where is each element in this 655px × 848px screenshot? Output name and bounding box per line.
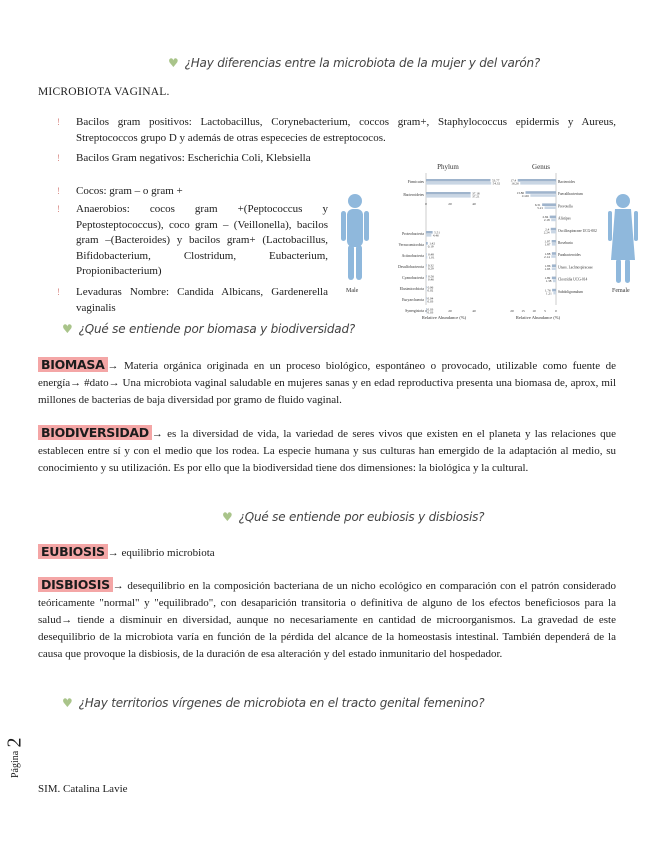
- genus-label: Parabacteroides: [558, 253, 581, 258]
- phylum-value-female: 0.03: [427, 310, 434, 315]
- genus-label: Roseburia: [558, 241, 573, 245]
- phylum-bar-male: [426, 192, 471, 195]
- genus-xlabel: Relative Abundance (%): [515, 315, 561, 320]
- bullet-icon: !: [57, 287, 60, 297]
- phylum-tick: 20: [448, 202, 452, 206]
- phylum-label: Elusimicrobiota: [399, 287, 424, 291]
- genus-bar-male: [552, 264, 556, 267]
- phylum-value-male: 5.51: [434, 230, 440, 235]
- eubiosis-text: → equilibrio microbiota: [107, 547, 215, 559]
- genus-value-female: 11.66: [521, 193, 529, 198]
- genus-value-female: 1.87: [544, 242, 551, 247]
- biodiversidad-term: BIODIVERSIDAD: [38, 425, 152, 440]
- phylum-label: Proteobacteria: [402, 232, 424, 236]
- genus-value-female: 1.38: [545, 279, 552, 284]
- genus-value-male: 1.88: [544, 251, 551, 256]
- genus-label: Clostridia UCG-014: [558, 277, 588, 282]
- genus-value-female: 1.93: [544, 267, 551, 271]
- genus-label: Subdoligranulum: [558, 289, 583, 294]
- question-4-text: ¿Hay territorios vírgenes de microbiota en el tracto genital femenino?: [78, 696, 485, 710]
- genus-value-female: 5.21: [537, 206, 544, 210]
- phylum-bar-female: [426, 256, 427, 259]
- genus-value-male: 2.84: [542, 215, 549, 220]
- phylum-label: Bacteroidetes: [403, 193, 424, 197]
- heart-icon: ♥: [62, 696, 73, 710]
- section-title: MICROBIOTA VAGINAL.: [38, 86, 170, 98]
- list-item: [57, 115, 616, 146]
- phylum-bar-female: [426, 267, 427, 270]
- male-label: Male: [346, 288, 359, 294]
- list-item: [57, 151, 328, 167]
- phylum-value-male: 37.18: [472, 191, 480, 196]
- genus-bar-female: [545, 206, 556, 209]
- question-1: [168, 56, 540, 70]
- page-number-value: 2: [3, 737, 26, 748]
- genus-bar-female: [552, 267, 556, 270]
- phylum-value-male: 1.42: [429, 241, 435, 246]
- genus-value-male: 1.76: [544, 288, 551, 293]
- genus-label: Oscillospiraceae UCG-002: [558, 228, 597, 233]
- genus-bar-male: [552, 240, 556, 243]
- genus-label: Unass. Lachnospiraceae: [558, 265, 593, 270]
- question-2-text: ¿Qué se entiende por biomasa y biodiversidad?: [78, 322, 356, 336]
- male-silhouette-icon: [341, 194, 369, 280]
- footer-author: SIM. Catalina Lavie: [38, 783, 128, 795]
- phylum-label: Desulfobacterota: [398, 265, 424, 269]
- phylum-value-female: 37.21: [472, 194, 480, 199]
- phylum-bar-female: [426, 278, 427, 281]
- genus-value-female: 1.21: [546, 291, 552, 296]
- genus-bar-female: [551, 219, 556, 222]
- question-3-text: ¿Qué se entiende por eubiosis y disbiosis?: [238, 510, 485, 524]
- genus-bar-male: [542, 203, 556, 206]
- genus-label: Prevotella: [558, 204, 573, 209]
- phylum-tick-bottom: 40: [472, 309, 476, 313]
- phylum-label: Verrucomicrobia: [398, 243, 424, 247]
- genus-tick: 0: [555, 309, 557, 313]
- genus-label: Alistipes: [558, 216, 571, 221]
- genus-bar-female: [551, 231, 556, 234]
- biodiversidad-text: → es la diversidad de vida, la variedad de seres vivos que existen en el planeta y las relaciones que establecen entre sí y con el medio que los rodea. La especie humana y sus culturas han emergido de la adaptación al medio, su conocimiento y su utilización. Es por ello que la biodiversidad tiene dos dimensiones: la biológica y la cultural.: [38, 428, 616, 474]
- bullet-icon: !: [57, 153, 60, 163]
- phylum-label: Firmicutes: [407, 180, 424, 184]
- disbiosis-term: DISBIOSIS: [38, 577, 113, 592]
- question-4: [62, 696, 484, 710]
- genus-bar-male: [552, 289, 556, 292]
- question-3: [222, 510, 484, 524]
- list-item: [57, 202, 328, 280]
- genus-value-female: 16.26: [511, 181, 519, 186]
- genus-bar-male: [518, 179, 556, 182]
- phylum-value-male: 0.48: [428, 252, 434, 257]
- phylum-label: Synergistota: [405, 309, 424, 313]
- heart-icon: ♥: [168, 56, 179, 70]
- phylum-bar-male: [426, 275, 427, 278]
- genus-value-male: 2.4: [545, 227, 550, 232]
- phylum-bar-female: [426, 245, 427, 248]
- genus-bar-male: [552, 252, 556, 255]
- biodiversidad-paragraph: [38, 424, 616, 477]
- list-item-text: Bacilos Gram negativos: Escherichia Coli, Klebsiella: [76, 152, 311, 164]
- disbiosis-text: → desequilibrio en la composición bacteriana de un nicho ecológico en comparación con el patrón considerado teóricamente "normal" y "equilibrado", con desaparición transitoria o definitiva de alguno de los efectos beneficiosos para la salud→ tiende a disminuir en diversidad, aunque no necesariamente en cantidad de microorganismos. La gravedad de este desequilibrio de la microbiota varía en función de la pérdida del alcance de la homeostasis intestinal. También dependerá de la causa que provoque la disbiosis, de la duración de esa alteración y del estado inmunitario del hospedador.: [38, 580, 616, 660]
- biomasa-paragraph: [38, 356, 616, 409]
- genus-value-male: 6.31: [534, 203, 541, 207]
- genus-value-male: 17.4: [510, 178, 517, 183]
- genus-bar-male: [550, 216, 556, 219]
- phylum-value-male: 0.56: [428, 274, 434, 279]
- list-item-text: Bacilos gram positivos: Lactobacillus, Corynebacterium, coccos gram+, Staphylococcus epidermis y Aureus, Streptococcos grupo D y además de otras espececies de estreptococos.: [76, 116, 616, 144]
- genus-bar-female: [551, 255, 556, 258]
- genus-tick: 20: [510, 309, 514, 313]
- phylum-tick-bottom: 0: [425, 309, 427, 313]
- genus-value-male: 1.97: [544, 239, 551, 244]
- female-label: Female: [612, 288, 630, 294]
- eubiosis-term: EUBIOSIS: [38, 544, 108, 559]
- list-item-text: Levaduras Nombre: Candida Albicans, Gardenerella vaginalis: [76, 286, 328, 314]
- genus-bar-female: [553, 292, 556, 295]
- phylum-value-female: 0.19: [427, 244, 434, 249]
- heart-icon: ♥: [62, 322, 73, 336]
- genus-bar-female: [552, 243, 556, 246]
- heart-icon: ♥: [222, 510, 233, 524]
- phylum-tick: 0: [425, 202, 427, 206]
- genus-bar-female: [520, 182, 556, 185]
- list-item-text: Cocos: gram – o gram +: [76, 185, 183, 197]
- phylum-value-male: 0.03: [427, 307, 434, 312]
- genus-title: Genus: [532, 163, 550, 171]
- genus-bar-male: [551, 228, 556, 231]
- phylum-value-male: 53.77: [492, 178, 500, 183]
- phylum-xlabel: Relative Abundance (%): [421, 315, 467, 320]
- list-item: [57, 184, 328, 200]
- genus-value-female: 2.14: [544, 254, 550, 259]
- genus-tick: 5: [544, 309, 546, 313]
- genus-tick: 10: [532, 309, 536, 313]
- list-item: [57, 285, 328, 316]
- phylum-value-female: 4.46: [432, 233, 439, 238]
- genus-value-male: 1.86: [544, 264, 551, 268]
- female-silhouette-icon: [608, 194, 638, 283]
- genus-value-male: 13.86: [516, 190, 525, 195]
- genus-bar-female: [530, 194, 556, 197]
- phylum-value-male: 0.32: [427, 263, 434, 268]
- page-label: Página: [10, 750, 21, 778]
- phylum-tick: 40: [472, 202, 476, 206]
- phylum-bar-male: [426, 179, 491, 182]
- genus-value-female: 2.18: [543, 218, 550, 223]
- phylum-value-female: 0.46: [428, 277, 434, 282]
- phylum-bar-male: [426, 253, 427, 256]
- biomasa-text: → Materia orgánica originada en un proceso biológico, espontáneo o provocado, utilizable como fuente de energía→ #dato→ Una microbiota vaginal saludable en mujeres sanas y en edad reproductiva presenta una biomasa de, aprox, mil millones de bacterias de baja diversidad por gramo de fluido vaginal.: [38, 360, 616, 406]
- phylum-value-female: 0.29: [427, 266, 434, 271]
- phylum-label: Actinobacteria: [401, 254, 424, 258]
- phylum-bar-female: [426, 195, 471, 198]
- list-item-text: Anaerobios: cocos gram +(Peptococcus y Peptosteptococcus), coco gram – (Veillonella), bacilos gram –(Bacteroides) y bacilos gram+ (Lactobacillus, Bifidobacterium, Clostridum, Eubacterium, Propionibacterium): [76, 203, 328, 277]
- genus-bar-male: [552, 277, 556, 280]
- phylum-value-female: 0.03: [427, 299, 434, 304]
- phylum-title: Phylum: [437, 163, 459, 171]
- genus-value-female: 2.24: [543, 230, 550, 235]
- phylum-tick-bottom: 20: [448, 309, 452, 313]
- phylum-value-female: 1.01: [428, 255, 435, 260]
- genus-tick: 15: [521, 309, 525, 313]
- bullet-icon: !: [57, 117, 60, 127]
- phylum-value-female: 54.32: [492, 181, 501, 186]
- phylum-value-male: 0.04: [427, 296, 434, 301]
- phylum-bar-female: [426, 289, 427, 292]
- page-number: [3, 733, 55, 783]
- genus-value-male: 1.89: [544, 276, 551, 281]
- genus-bar-male: [526, 191, 556, 194]
- disbiosis-paragraph: [38, 576, 616, 663]
- genus-label: Faecalibacterium: [558, 192, 583, 197]
- phylum-label: Cyanobacteria: [402, 276, 424, 280]
- bullet-icon: !: [57, 204, 60, 214]
- eubiosis-paragraph: [38, 543, 616, 562]
- genus-bar-female: [553, 280, 556, 283]
- phylum-value-male: 0.06: [427, 285, 434, 290]
- phylum-bar-male: [426, 264, 427, 267]
- phylum-bar-female: [426, 182, 491, 185]
- microbiota-figure: [338, 155, 638, 323]
- bullet-icon: !: [57, 186, 60, 196]
- phylum-bar-male: [426, 297, 427, 300]
- phylum-label: Euryarchaeota: [402, 298, 424, 302]
- phylum-bar-male: [426, 286, 427, 289]
- phylum-bar-male: [426, 231, 433, 234]
- phylum-value-female: 0.02: [427, 288, 434, 293]
- question-2: [62, 322, 355, 336]
- phylum-bar-female: [426, 300, 427, 303]
- genus-label: Bacteroides: [558, 180, 575, 184]
- question-1-text: ¿Hay diferencias entre la microbiota de la mujer y del varón?: [184, 56, 541, 70]
- biomasa-term: BIOMASA: [38, 357, 108, 372]
- phylum-bar-female: [426, 234, 431, 237]
